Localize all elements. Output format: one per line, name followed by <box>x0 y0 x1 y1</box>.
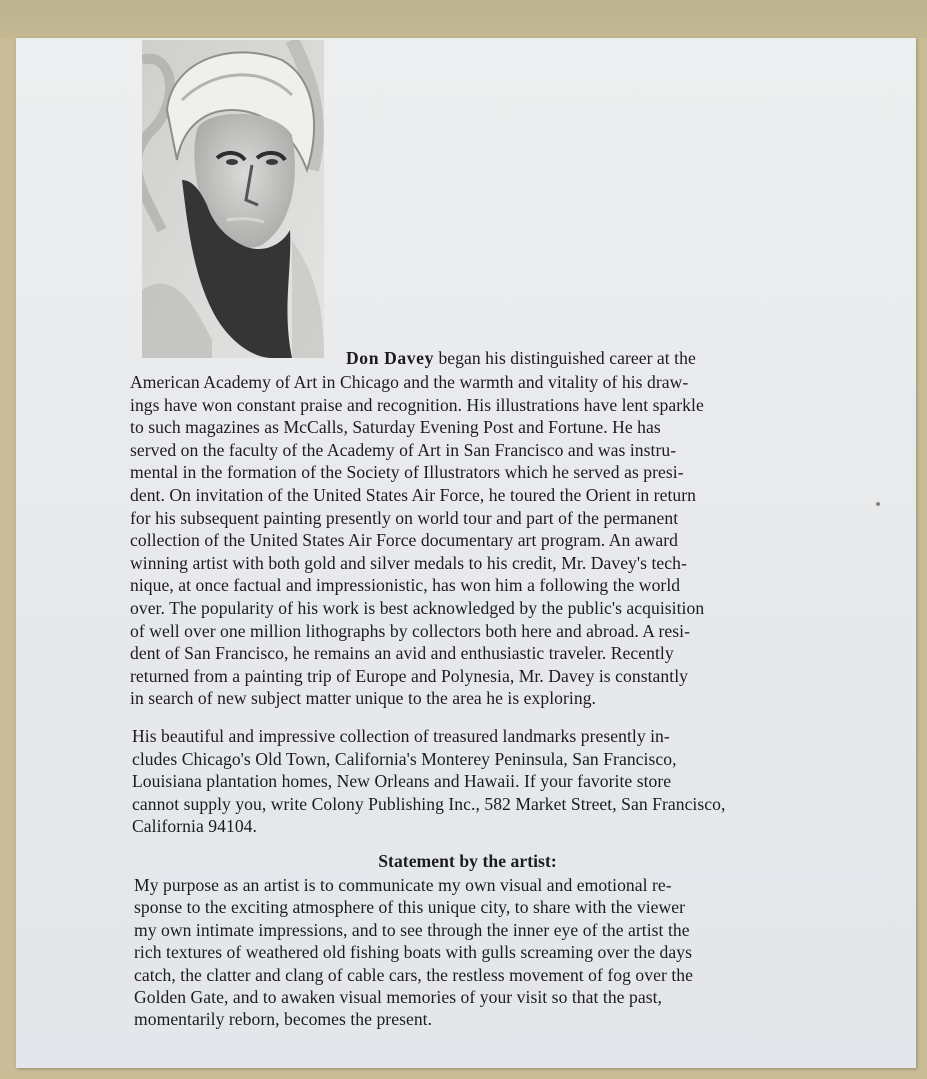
bio-line: winning artist with both gold and silver medals to his credit, Mr. Davey's tech- <box>130 552 687 573</box>
collection-line: cannot supply you, write Colony Publishing Inc., 582 Market Street, San Francisco, <box>132 793 726 814</box>
bio-line: for his subsequent painting presently on world tour and part of the permanent <box>130 507 679 528</box>
collection-line: cludes Chicago's Old Town, California's Monterey Peninsula, San Francisco, <box>132 748 677 769</box>
statement-line: my own intimate impressions, and to see through the inner eye of the artist the <box>134 919 690 940</box>
collection-line: California 94104. <box>132 816 257 836</box>
artist-portrait-image <box>142 40 324 358</box>
bio-line: of well over one million lithographs by collectors both here and abroad. A resi- <box>130 620 691 641</box>
bio-line: mental in the formation of the Society of Illustrators which he served as presi- <box>130 462 684 483</box>
collection-line: Louisiana plantation homes, New Orleans and Hawaii. If your favorite store <box>132 771 672 791</box>
bio-line: nique, at once factual and impressionistic, has won him a following the world <box>130 575 681 596</box>
statement-paragraph <box>134 874 824 1031</box>
bio-line: served on the faculty of the Academy of Art in San Francisco and was instru- <box>130 439 677 460</box>
bio-line: dent. On invitation of the United States Air Force, he toured the Orient in return <box>130 484 696 505</box>
bio-line: dent of San Francisco, he remains an avid and enthusiastic traveler. Recently <box>130 643 674 664</box>
bio-line: ings have won constant praise and recognition. His illustrations have lent sparkle <box>130 394 704 415</box>
bio-line: in search of new subject matter unique to the area he is exploring. <box>130 688 597 709</box>
statement-line: momentarily reborn, becomes the present. <box>134 1009 433 1030</box>
collection-paragraph <box>132 725 822 838</box>
statement-line: sponse to the exciting atmosphere of this unique city, to share with the viewer <box>134 897 686 918</box>
portrait-sketch-icon <box>142 40 324 358</box>
bio-line: collection of the United States Air Force documentary art program. An award <box>130 530 679 551</box>
dust-speck <box>876 502 880 506</box>
collection-line: His beautiful and impressive collection of treasured landmarks presently in- <box>132 726 670 746</box>
bio-line: American Academy of Art in Chicago and the warmth and vitality of his draw- <box>130 372 689 392</box>
bio-opening-text: began his distinguished career at the <box>434 348 696 368</box>
artist-name: Don Davey <box>346 348 434 368</box>
statement-heading: Statement by the artist: <box>378 851 557 871</box>
statement-line: My purpose as an artist is to communicate my own visual and emotional re- <box>134 875 672 895</box>
statement-line: catch, the clatter and clang of cable cars, the restless movement of fog over the <box>134 964 693 985</box>
bio-line: over. The popularity of his work is best acknowledged by the public's acquisition <box>130 597 705 618</box>
bio-paragraph <box>130 371 820 710</box>
statement-line: Golden Gate, and to awaken visual memories of your visit so that the past, <box>134 987 662 1008</box>
backing-board-top <box>0 0 927 38</box>
bio-opening-line <box>346 347 816 370</box>
statement-line: rich textures of weathered old fishing boats with gulls screaming over the days <box>134 942 693 963</box>
bio-line: returned from a painting trip of Europe and Polynesia, Mr. Davey is constantly <box>130 665 688 686</box>
bio-line: to such magazines as McCalls, Saturday Evening Post and Fortune. He has <box>130 417 661 438</box>
